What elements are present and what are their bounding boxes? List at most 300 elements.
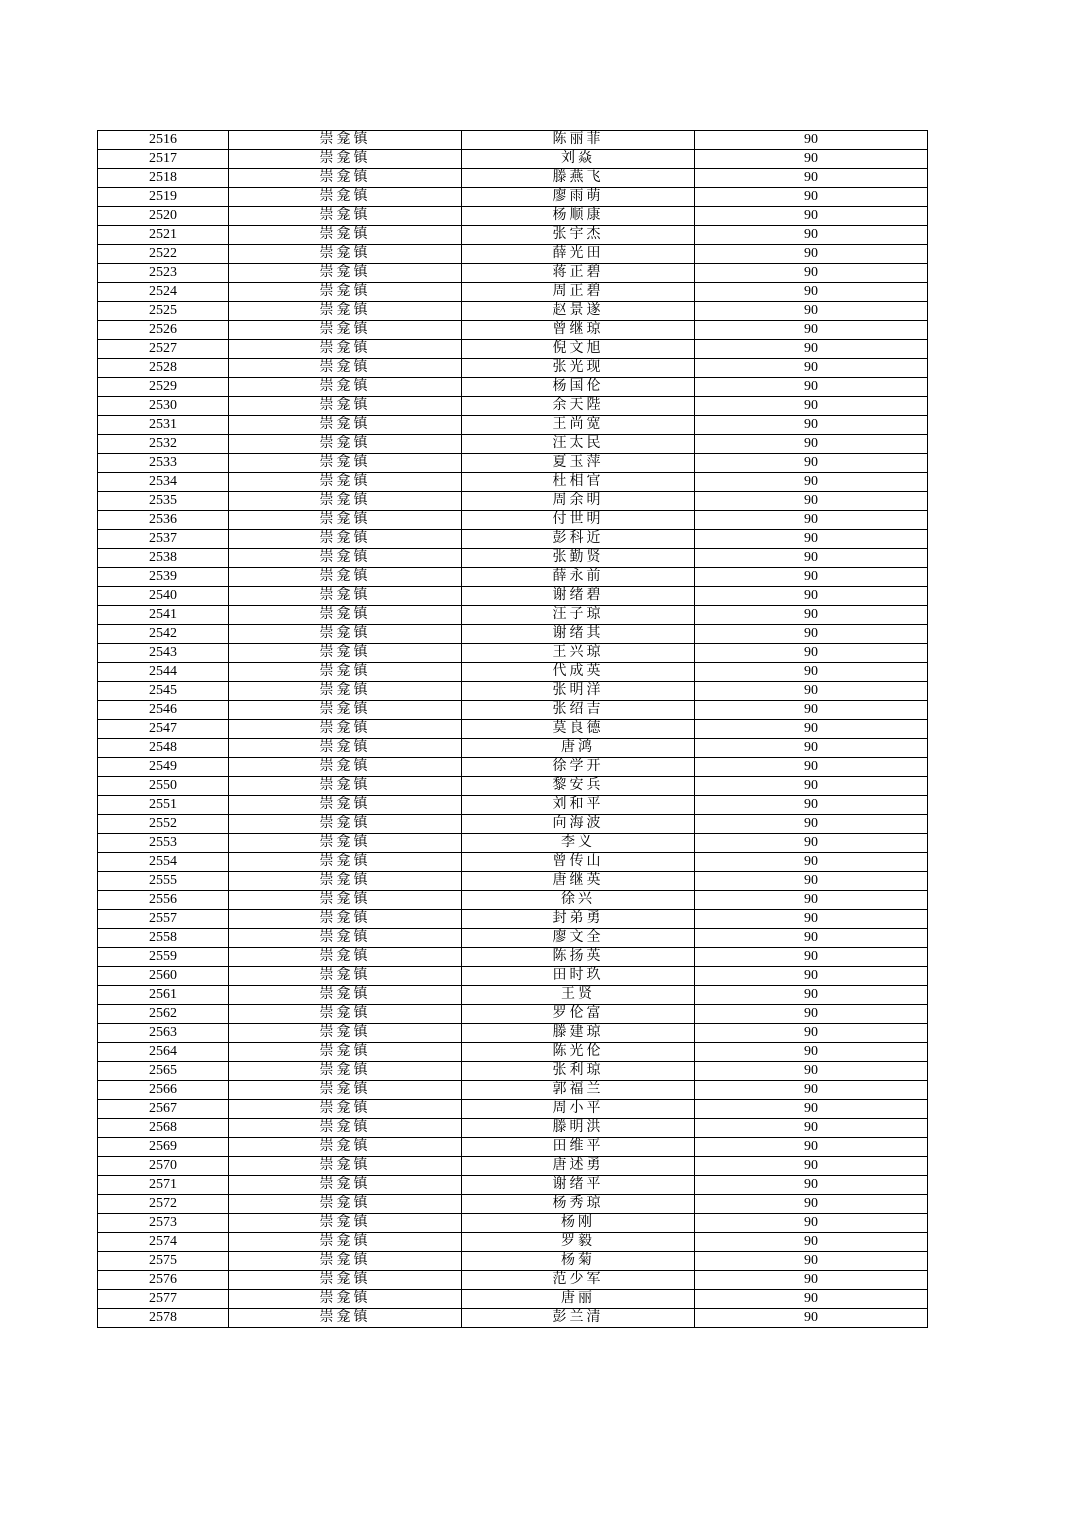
name-cell: 倪文旭 bbox=[462, 340, 695, 359]
town-cell: 崇龛镇 bbox=[229, 986, 462, 1005]
name-cell: 赵景遂 bbox=[462, 302, 695, 321]
table-row bbox=[98, 758, 928, 777]
name-cell: 范少军 bbox=[462, 1271, 695, 1290]
town-cell: 崇龛镇 bbox=[229, 435, 462, 454]
row-number-cell: 2519 bbox=[98, 188, 229, 207]
amount-cell: 90 bbox=[695, 530, 928, 549]
row-number-cell: 2549 bbox=[98, 758, 229, 777]
row-number-cell: 2536 bbox=[98, 511, 229, 530]
amount-cell: 90 bbox=[695, 682, 928, 701]
data-table bbox=[97, 130, 928, 1328]
town-cell: 崇龛镇 bbox=[229, 511, 462, 530]
amount-cell: 90 bbox=[695, 454, 928, 473]
table-row bbox=[98, 1233, 928, 1252]
town-cell: 崇龛镇 bbox=[229, 1100, 462, 1119]
name-cell: 向海波 bbox=[462, 815, 695, 834]
table-body bbox=[98, 131, 928, 1328]
name-cell: 薛永前 bbox=[462, 568, 695, 587]
amount-cell: 90 bbox=[695, 1290, 928, 1309]
name-cell: 张利琼 bbox=[462, 1062, 695, 1081]
amount-cell: 90 bbox=[695, 720, 928, 739]
row-number-cell: 2543 bbox=[98, 644, 229, 663]
town-cell: 崇龛镇 bbox=[229, 169, 462, 188]
row-number-cell: 2553 bbox=[98, 834, 229, 853]
town-cell: 崇龛镇 bbox=[229, 758, 462, 777]
row-number-cell: 2527 bbox=[98, 340, 229, 359]
name-cell: 周正碧 bbox=[462, 283, 695, 302]
name-cell: 莫良德 bbox=[462, 720, 695, 739]
table-row bbox=[98, 169, 928, 188]
name-cell: 谢绪其 bbox=[462, 625, 695, 644]
name-cell: 唐丽 bbox=[462, 1290, 695, 1309]
town-cell: 崇龛镇 bbox=[229, 834, 462, 853]
amount-cell: 90 bbox=[695, 1271, 928, 1290]
town-cell: 崇龛镇 bbox=[229, 568, 462, 587]
town-cell: 崇龛镇 bbox=[229, 416, 462, 435]
town-cell: 崇龛镇 bbox=[229, 397, 462, 416]
table-row bbox=[98, 1024, 928, 1043]
town-cell: 崇龛镇 bbox=[229, 1043, 462, 1062]
amount-cell: 90 bbox=[695, 492, 928, 511]
amount-cell: 90 bbox=[695, 340, 928, 359]
name-cell: 罗伦富 bbox=[462, 1005, 695, 1024]
row-number-cell: 2566 bbox=[98, 1081, 229, 1100]
row-number-cell: 2540 bbox=[98, 587, 229, 606]
town-cell: 崇龛镇 bbox=[229, 587, 462, 606]
town-cell: 崇龛镇 bbox=[229, 340, 462, 359]
row-number-cell: 2567 bbox=[98, 1100, 229, 1119]
row-number-cell: 2575 bbox=[98, 1252, 229, 1271]
table-row bbox=[98, 1271, 928, 1290]
row-number-cell: 2542 bbox=[98, 625, 229, 644]
amount-cell: 90 bbox=[695, 872, 928, 891]
amount-cell: 90 bbox=[695, 625, 928, 644]
row-number-cell: 2576 bbox=[98, 1271, 229, 1290]
name-cell: 杨菊 bbox=[462, 1252, 695, 1271]
town-cell: 崇龛镇 bbox=[229, 1214, 462, 1233]
row-number-cell: 2574 bbox=[98, 1233, 229, 1252]
amount-cell: 90 bbox=[695, 321, 928, 340]
row-number-cell: 2573 bbox=[98, 1214, 229, 1233]
town-cell: 崇龛镇 bbox=[229, 701, 462, 720]
row-number-cell: 2521 bbox=[98, 226, 229, 245]
row-number-cell: 2550 bbox=[98, 777, 229, 796]
table-row bbox=[98, 511, 928, 530]
amount-cell: 90 bbox=[695, 245, 928, 264]
name-cell: 罗毅 bbox=[462, 1233, 695, 1252]
amount-cell: 90 bbox=[695, 948, 928, 967]
table-row bbox=[98, 606, 928, 625]
amount-cell: 90 bbox=[695, 1309, 928, 1328]
amount-cell: 90 bbox=[695, 188, 928, 207]
row-number-cell: 2529 bbox=[98, 378, 229, 397]
name-cell: 余天陛 bbox=[462, 397, 695, 416]
amount-cell: 90 bbox=[695, 1100, 928, 1119]
amount-cell: 90 bbox=[695, 283, 928, 302]
amount-cell: 90 bbox=[695, 511, 928, 530]
amount-cell: 90 bbox=[695, 758, 928, 777]
amount-cell: 90 bbox=[695, 302, 928, 321]
amount-cell: 90 bbox=[695, 606, 928, 625]
name-cell: 刘和平 bbox=[462, 796, 695, 815]
table-row bbox=[98, 302, 928, 321]
row-number-cell: 2578 bbox=[98, 1309, 229, 1328]
name-cell: 唐述勇 bbox=[462, 1157, 695, 1176]
table-row bbox=[98, 682, 928, 701]
table-row bbox=[98, 1290, 928, 1309]
name-cell: 陈光伦 bbox=[462, 1043, 695, 1062]
table-row bbox=[98, 853, 928, 872]
row-number-cell: 2526 bbox=[98, 321, 229, 340]
amount-cell: 90 bbox=[695, 891, 928, 910]
amount-cell: 90 bbox=[695, 739, 928, 758]
row-number-cell: 2528 bbox=[98, 359, 229, 378]
name-cell: 黎安兵 bbox=[462, 777, 695, 796]
table-row bbox=[98, 1119, 928, 1138]
town-cell: 崇龛镇 bbox=[229, 264, 462, 283]
name-cell: 郭福兰 bbox=[462, 1081, 695, 1100]
row-number-cell: 2555 bbox=[98, 872, 229, 891]
name-cell: 徐兴 bbox=[462, 891, 695, 910]
name-cell: 滕建琼 bbox=[462, 1024, 695, 1043]
row-number-cell: 2557 bbox=[98, 910, 229, 929]
town-cell: 崇龛镇 bbox=[229, 606, 462, 625]
town-cell: 崇龛镇 bbox=[229, 359, 462, 378]
town-cell: 崇龛镇 bbox=[229, 872, 462, 891]
name-cell: 滕燕飞 bbox=[462, 169, 695, 188]
town-cell: 崇龛镇 bbox=[229, 1195, 462, 1214]
name-cell: 曾传山 bbox=[462, 853, 695, 872]
town-cell: 崇龛镇 bbox=[229, 1157, 462, 1176]
table-row bbox=[98, 796, 928, 815]
amount-cell: 90 bbox=[695, 986, 928, 1005]
row-number-cell: 2559 bbox=[98, 948, 229, 967]
amount-cell: 90 bbox=[695, 1043, 928, 1062]
town-cell: 崇龛镇 bbox=[229, 378, 462, 397]
row-number-cell: 2523 bbox=[98, 264, 229, 283]
row-number-cell: 2565 bbox=[98, 1062, 229, 1081]
town-cell: 崇龛镇 bbox=[229, 910, 462, 929]
row-number-cell: 2546 bbox=[98, 701, 229, 720]
table-row bbox=[98, 986, 928, 1005]
town-cell: 崇龛镇 bbox=[229, 131, 462, 150]
row-number-cell: 2554 bbox=[98, 853, 229, 872]
table-row bbox=[98, 1176, 928, 1195]
row-number-cell: 2539 bbox=[98, 568, 229, 587]
amount-cell: 90 bbox=[695, 1233, 928, 1252]
table-row bbox=[98, 321, 928, 340]
amount-cell: 90 bbox=[695, 264, 928, 283]
name-cell: 代成英 bbox=[462, 663, 695, 682]
name-cell: 彭兰清 bbox=[462, 1309, 695, 1328]
amount-cell: 90 bbox=[695, 473, 928, 492]
amount-cell: 90 bbox=[695, 416, 928, 435]
town-cell: 崇龛镇 bbox=[229, 1081, 462, 1100]
row-number-cell: 2564 bbox=[98, 1043, 229, 1062]
name-cell: 唐继英 bbox=[462, 872, 695, 891]
amount-cell: 90 bbox=[695, 967, 928, 986]
amount-cell: 90 bbox=[695, 378, 928, 397]
table-row bbox=[98, 1005, 928, 1024]
row-number-cell: 2533 bbox=[98, 454, 229, 473]
table-row bbox=[98, 815, 928, 834]
table-row bbox=[98, 568, 928, 587]
table-row bbox=[98, 1309, 928, 1328]
name-cell: 张光现 bbox=[462, 359, 695, 378]
amount-cell: 90 bbox=[695, 435, 928, 454]
name-cell: 封弟勇 bbox=[462, 910, 695, 929]
table-row bbox=[98, 587, 928, 606]
town-cell: 崇龛镇 bbox=[229, 1252, 462, 1271]
town-cell: 崇龛镇 bbox=[229, 245, 462, 264]
amount-cell: 90 bbox=[695, 834, 928, 853]
amount-cell: 90 bbox=[695, 853, 928, 872]
town-cell: 崇龛镇 bbox=[229, 929, 462, 948]
row-number-cell: 2522 bbox=[98, 245, 229, 264]
table-row bbox=[98, 644, 928, 663]
name-cell: 张勤贤 bbox=[462, 549, 695, 568]
name-cell: 薛光田 bbox=[462, 245, 695, 264]
table-row bbox=[98, 416, 928, 435]
town-cell: 崇龛镇 bbox=[229, 226, 462, 245]
town-cell: 崇龛镇 bbox=[229, 454, 462, 473]
name-cell: 杨刚 bbox=[462, 1214, 695, 1233]
row-number-cell: 2531 bbox=[98, 416, 229, 435]
table-row bbox=[98, 454, 928, 473]
amount-cell: 90 bbox=[695, 131, 928, 150]
table-row bbox=[98, 435, 928, 454]
row-number-cell: 2534 bbox=[98, 473, 229, 492]
amount-cell: 90 bbox=[695, 796, 928, 815]
amount-cell: 90 bbox=[695, 587, 928, 606]
amount-cell: 90 bbox=[695, 1214, 928, 1233]
name-cell: 付世明 bbox=[462, 511, 695, 530]
amount-cell: 90 bbox=[695, 1024, 928, 1043]
name-cell: 廖雨萌 bbox=[462, 188, 695, 207]
town-cell: 崇龛镇 bbox=[229, 1309, 462, 1328]
name-cell: 徐学开 bbox=[462, 758, 695, 777]
table-row bbox=[98, 131, 928, 150]
town-cell: 崇龛镇 bbox=[229, 967, 462, 986]
name-cell: 周小平 bbox=[462, 1100, 695, 1119]
row-number-cell: 2541 bbox=[98, 606, 229, 625]
row-number-cell: 2552 bbox=[98, 815, 229, 834]
name-cell: 周余明 bbox=[462, 492, 695, 511]
amount-cell: 90 bbox=[695, 1157, 928, 1176]
name-cell: 王兴琼 bbox=[462, 644, 695, 663]
name-cell: 汪子琼 bbox=[462, 606, 695, 625]
name-cell: 杨顺康 bbox=[462, 207, 695, 226]
row-number-cell: 2570 bbox=[98, 1157, 229, 1176]
amount-cell: 90 bbox=[695, 1176, 928, 1195]
row-number-cell: 2520 bbox=[98, 207, 229, 226]
table-row bbox=[98, 245, 928, 264]
town-cell: 崇龛镇 bbox=[229, 644, 462, 663]
amount-cell: 90 bbox=[695, 169, 928, 188]
table-row bbox=[98, 188, 928, 207]
row-number-cell: 2545 bbox=[98, 682, 229, 701]
name-cell: 蒋正碧 bbox=[462, 264, 695, 283]
town-cell: 崇龛镇 bbox=[229, 1138, 462, 1157]
name-cell: 陈丽菲 bbox=[462, 131, 695, 150]
row-number-cell: 2561 bbox=[98, 986, 229, 1005]
name-cell: 田维平 bbox=[462, 1138, 695, 1157]
name-cell: 杜相官 bbox=[462, 473, 695, 492]
table-row bbox=[98, 1252, 928, 1271]
table-row bbox=[98, 663, 928, 682]
row-number-cell: 2537 bbox=[98, 530, 229, 549]
row-number-cell: 2562 bbox=[98, 1005, 229, 1024]
row-number-cell: 2535 bbox=[98, 492, 229, 511]
town-cell: 崇龛镇 bbox=[229, 1062, 462, 1081]
name-cell: 张宇杰 bbox=[462, 226, 695, 245]
name-cell: 夏玉萍 bbox=[462, 454, 695, 473]
town-cell: 崇龛镇 bbox=[229, 796, 462, 815]
table-row bbox=[98, 1100, 928, 1119]
name-cell: 汪太民 bbox=[462, 435, 695, 454]
table-row bbox=[98, 207, 928, 226]
amount-cell: 90 bbox=[695, 663, 928, 682]
table-row bbox=[98, 872, 928, 891]
town-cell: 崇龛镇 bbox=[229, 682, 462, 701]
town-cell: 崇龛镇 bbox=[229, 530, 462, 549]
name-cell: 彭科近 bbox=[462, 530, 695, 549]
town-cell: 崇龛镇 bbox=[229, 549, 462, 568]
row-number-cell: 2571 bbox=[98, 1176, 229, 1195]
town-cell: 崇龛镇 bbox=[229, 492, 462, 511]
table-row bbox=[98, 1062, 928, 1081]
town-cell: 崇龛镇 bbox=[229, 1271, 462, 1290]
row-number-cell: 2572 bbox=[98, 1195, 229, 1214]
name-cell: 谢绪碧 bbox=[462, 587, 695, 606]
town-cell: 崇龛镇 bbox=[229, 720, 462, 739]
amount-cell: 90 bbox=[695, 568, 928, 587]
table-row bbox=[98, 720, 928, 739]
row-number-cell: 2558 bbox=[98, 929, 229, 948]
name-cell: 杨国伦 bbox=[462, 378, 695, 397]
town-cell: 崇龛镇 bbox=[229, 1119, 462, 1138]
row-number-cell: 2516 bbox=[98, 131, 229, 150]
table-row bbox=[98, 492, 928, 511]
table-row bbox=[98, 226, 928, 245]
amount-cell: 90 bbox=[695, 150, 928, 169]
name-cell: 刘焱 bbox=[462, 150, 695, 169]
table-row bbox=[98, 891, 928, 910]
amount-cell: 90 bbox=[695, 549, 928, 568]
row-number-cell: 2569 bbox=[98, 1138, 229, 1157]
amount-cell: 90 bbox=[695, 397, 928, 416]
name-cell: 田时玖 bbox=[462, 967, 695, 986]
town-cell: 崇龛镇 bbox=[229, 1024, 462, 1043]
row-number-cell: 2538 bbox=[98, 549, 229, 568]
amount-cell: 90 bbox=[695, 1119, 928, 1138]
row-number-cell: 2556 bbox=[98, 891, 229, 910]
table-row bbox=[98, 1195, 928, 1214]
amount-cell: 90 bbox=[695, 226, 928, 245]
table-row bbox=[98, 1043, 928, 1062]
town-cell: 崇龛镇 bbox=[229, 150, 462, 169]
name-cell: 张绍吉 bbox=[462, 701, 695, 720]
amount-cell: 90 bbox=[695, 1195, 928, 1214]
town-cell: 崇龛镇 bbox=[229, 777, 462, 796]
name-cell: 张明洋 bbox=[462, 682, 695, 701]
town-cell: 崇龛镇 bbox=[229, 948, 462, 967]
town-cell: 崇龛镇 bbox=[229, 1176, 462, 1195]
row-number-cell: 2577 bbox=[98, 1290, 229, 1309]
town-cell: 崇龛镇 bbox=[229, 625, 462, 644]
row-number-cell: 2544 bbox=[98, 663, 229, 682]
name-cell: 王贤 bbox=[462, 986, 695, 1005]
row-number-cell: 2525 bbox=[98, 302, 229, 321]
name-cell: 王尚宽 bbox=[462, 416, 695, 435]
name-cell: 谢绪平 bbox=[462, 1176, 695, 1195]
town-cell: 崇龛镇 bbox=[229, 188, 462, 207]
table-row bbox=[98, 359, 928, 378]
table-row bbox=[98, 1157, 928, 1176]
row-number-cell: 2548 bbox=[98, 739, 229, 758]
amount-cell: 90 bbox=[695, 644, 928, 663]
table-row bbox=[98, 1081, 928, 1100]
amount-cell: 90 bbox=[695, 359, 928, 378]
town-cell: 崇龛镇 bbox=[229, 663, 462, 682]
amount-cell: 90 bbox=[695, 1252, 928, 1271]
name-cell: 唐鸿 bbox=[462, 739, 695, 758]
town-cell: 崇龛镇 bbox=[229, 1290, 462, 1309]
amount-cell: 90 bbox=[695, 910, 928, 929]
row-number-cell: 2530 bbox=[98, 397, 229, 416]
name-cell: 廖文全 bbox=[462, 929, 695, 948]
table-row bbox=[98, 530, 928, 549]
town-cell: 崇龛镇 bbox=[229, 891, 462, 910]
table-row bbox=[98, 1214, 928, 1233]
table-row bbox=[98, 340, 928, 359]
row-number-cell: 2551 bbox=[98, 796, 229, 815]
table-row bbox=[98, 625, 928, 644]
amount-cell: 90 bbox=[695, 1081, 928, 1100]
table-row bbox=[98, 264, 928, 283]
row-number-cell: 2518 bbox=[98, 169, 229, 188]
name-cell: 曾继琼 bbox=[462, 321, 695, 340]
table-row bbox=[98, 967, 928, 986]
name-cell: 滕明洪 bbox=[462, 1119, 695, 1138]
table-row bbox=[98, 283, 928, 302]
town-cell: 崇龛镇 bbox=[229, 1233, 462, 1252]
amount-cell: 90 bbox=[695, 207, 928, 226]
town-cell: 崇龛镇 bbox=[229, 207, 462, 226]
name-cell: 李义 bbox=[462, 834, 695, 853]
row-number-cell: 2517 bbox=[98, 150, 229, 169]
row-number-cell: 2532 bbox=[98, 435, 229, 454]
table-row bbox=[98, 834, 928, 853]
table-row bbox=[98, 701, 928, 720]
town-cell: 崇龛镇 bbox=[229, 283, 462, 302]
amount-cell: 90 bbox=[695, 1138, 928, 1157]
row-number-cell: 2547 bbox=[98, 720, 229, 739]
table-row bbox=[98, 948, 928, 967]
amount-cell: 90 bbox=[695, 1062, 928, 1081]
row-number-cell: 2568 bbox=[98, 1119, 229, 1138]
town-cell: 崇龛镇 bbox=[229, 853, 462, 872]
table-row bbox=[98, 549, 928, 568]
amount-cell: 90 bbox=[695, 815, 928, 834]
table-row bbox=[98, 929, 928, 948]
table-row bbox=[98, 397, 928, 416]
table-row bbox=[98, 910, 928, 929]
table-row bbox=[98, 150, 928, 169]
town-cell: 崇龛镇 bbox=[229, 321, 462, 340]
town-cell: 崇龛镇 bbox=[229, 815, 462, 834]
town-cell: 崇龛镇 bbox=[229, 1005, 462, 1024]
